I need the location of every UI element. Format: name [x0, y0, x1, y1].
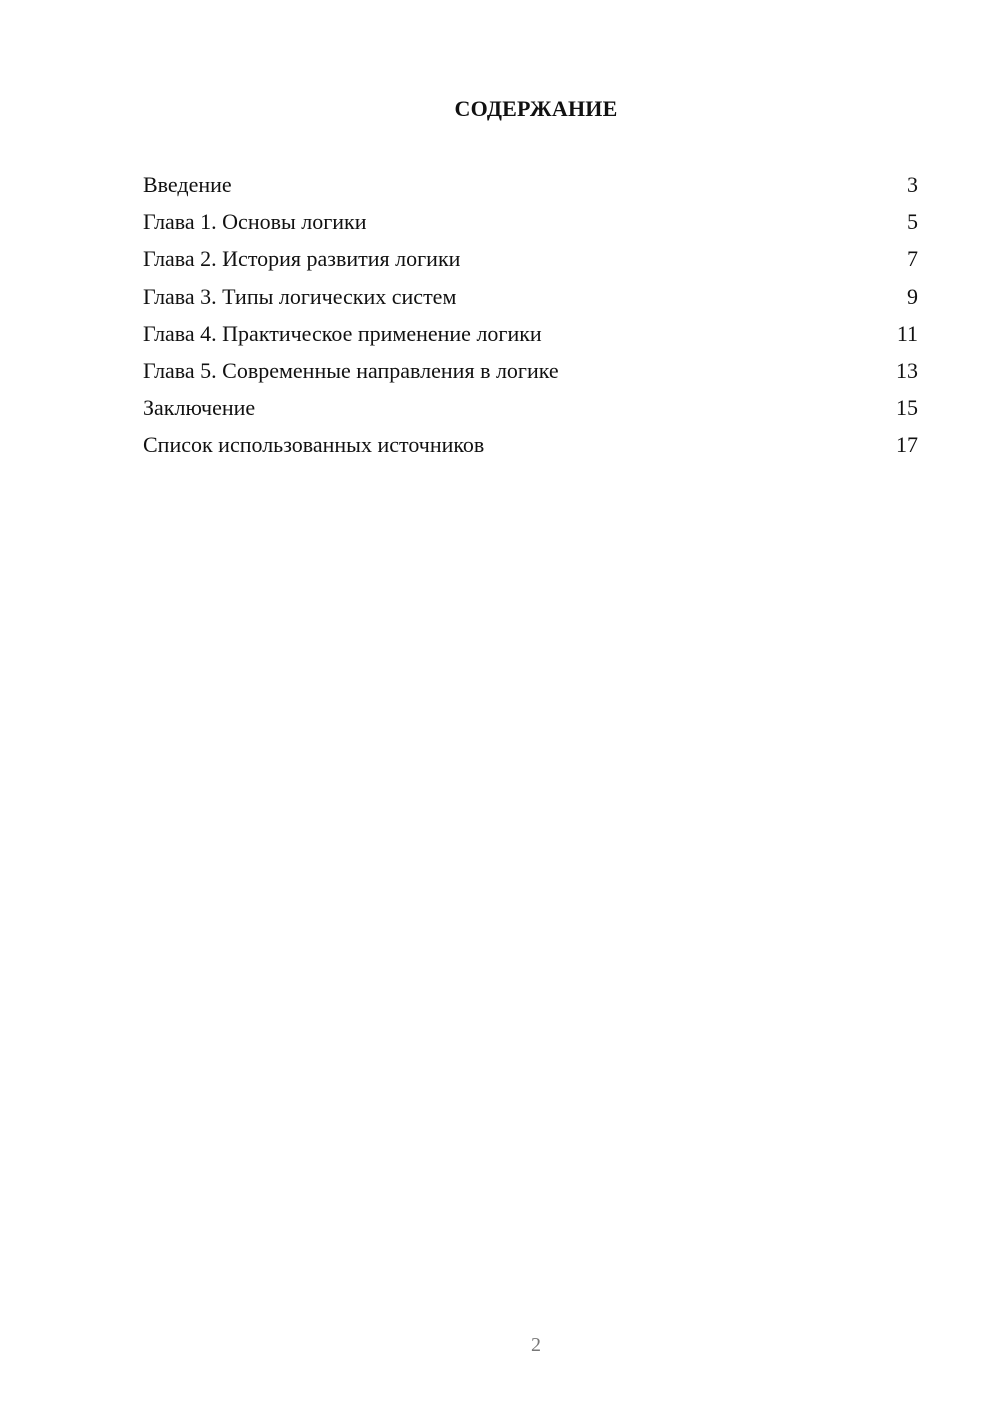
toc-entry-chapter-4	[143, 317, 918, 354]
toc-entry-label: Глава 3. Типы логических систем	[143, 283, 457, 309]
toc-entry-label: Заключение	[143, 395, 256, 421]
toc-entry-label: Глава 5. Современные направления в логике	[143, 357, 559, 383]
toc-entry-references	[143, 428, 918, 465]
toc-entry-chapter-1	[143, 205, 918, 242]
toc-entry-page: 7	[907, 246, 918, 272]
toc-entry-label: Глава 4. Практическое применение логики	[143, 320, 542, 346]
toc-entry-label: Глава 1. Основы логики	[143, 209, 367, 235]
page-number: 2	[531, 1334, 541, 1356]
toc-entry-page: 13	[896, 357, 918, 383]
toc-entry-label: Список использованных источников	[143, 432, 485, 458]
page-title: СОДЕРЖАНИЕ	[454, 96, 618, 121]
table-of-contents	[143, 168, 918, 466]
toc-entry-label: Глава 2. История развития логики	[143, 246, 461, 272]
toc-entry-page: 9	[907, 283, 918, 309]
toc-entry-chapter-3	[143, 280, 918, 317]
toc-entry-chapter-5	[143, 354, 918, 391]
toc-entry-page: 11	[896, 320, 918, 346]
toc-entry-page: 17	[896, 432, 918, 458]
toc-entry-page: 5	[907, 209, 918, 235]
toc-entry-page: 15	[896, 395, 918, 421]
toc-entry-introduction	[143, 168, 918, 205]
toc-entry-page: 3	[907, 172, 918, 197]
toc-entry-chapter-2	[143, 242, 918, 279]
toc-entry-conclusion	[143, 391, 918, 428]
toc-entry-label: Введение	[143, 172, 232, 197]
